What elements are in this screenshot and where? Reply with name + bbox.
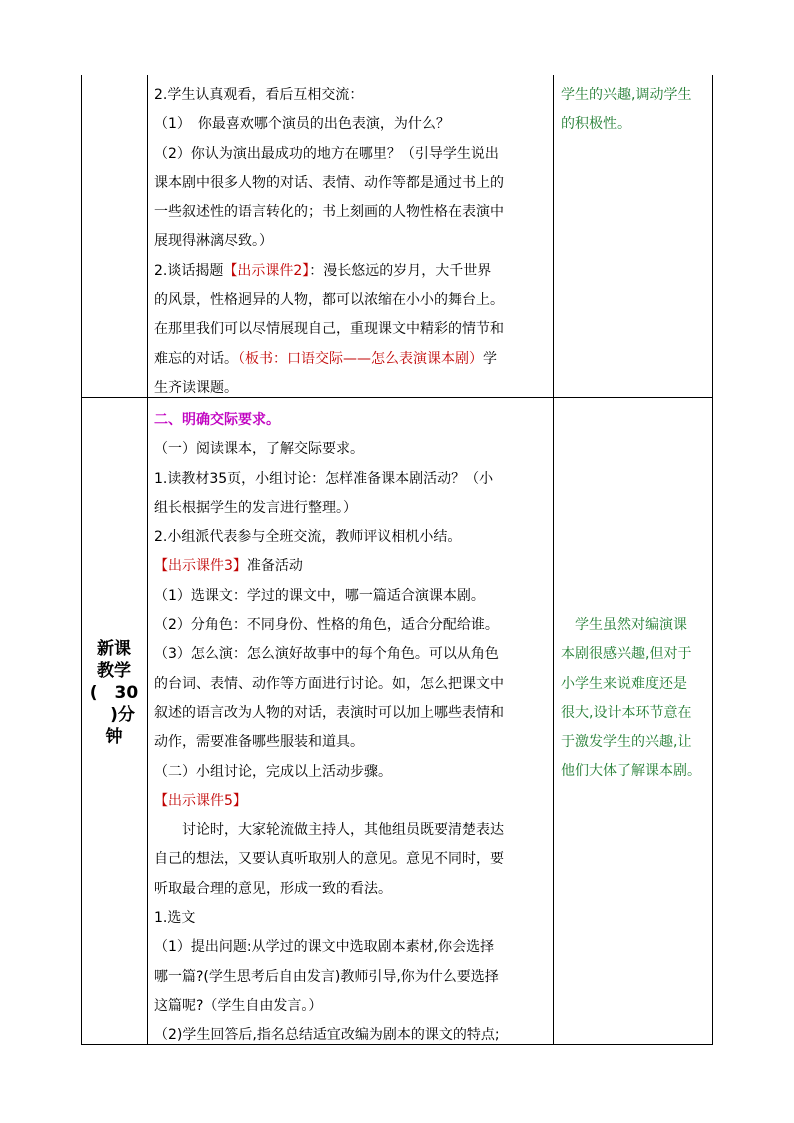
text-line — [154, 81, 553, 110]
text-segment: 他们大体了解课本剧。 — [561, 763, 701, 780]
text-segment: 课本剧中很多人物的对话、表情、动作等都是通过书上的 — [154, 174, 504, 191]
text-line — [154, 435, 553, 464]
row2-intent-cell — [555, 605, 713, 805]
text-line — [154, 875, 553, 904]
text-line — [154, 582, 553, 611]
text-segment: 叙述的语言改为人物的对话，表演时可以加上哪些表情和 — [154, 704, 504, 721]
stage-label-line: ( 30 — [89, 683, 139, 703]
table-border-left — [81, 75, 82, 1045]
text-line — [154, 933, 553, 962]
text-segment: 讨论时，大家轮流做主持人，其他组员既要清楚表达 — [154, 822, 504, 839]
text-segment: 的台词、表情、动作等方面进行讨论。如，怎么把课文中 — [154, 675, 504, 692]
text-segment: 一些叙述性的语言转化的；书上刻画的人物性格在表演中 — [154, 204, 504, 221]
row2-activity-cell — [148, 400, 553, 1044]
row2-activity-text — [154, 406, 553, 1051]
text-line — [154, 670, 553, 699]
text-line — [154, 523, 553, 552]
text-segment: （1）提出问题:从学过的课文中选取剧本素材,你会选择 — [154, 939, 495, 956]
text-segment: 本剧很感兴趣,但对于 — [561, 646, 692, 663]
highlight-text: 【出示课件5】 — [154, 792, 247, 809]
stage-label-line: 教学 — [97, 661, 131, 681]
row1-intent-text — [561, 81, 709, 140]
text-line — [154, 640, 553, 669]
text-segment: （3）怎么演：怎么演好故事中的每个角色。可以从角色 — [154, 646, 499, 663]
text-line — [154, 345, 553, 374]
text-segment: （2）分角色：不同身份、性格的角色，适合分配给谁。 — [154, 617, 499, 634]
text-segment: 学生的兴趣,调动学生 — [561, 87, 692, 103]
text-segment: 2.学生认真观看，看后互相交流： — [154, 87, 364, 103]
row2-intent-text — [561, 611, 709, 787]
lesson-plan-table — [81, 75, 713, 1045]
text-line — [154, 904, 553, 933]
text-line — [154, 257, 553, 286]
row1-intent-cell — [555, 75, 713, 397]
text-line — [561, 699, 709, 728]
text-line — [154, 315, 553, 344]
text-line — [154, 110, 553, 139]
text-line — [561, 110, 709, 139]
text-line — [154, 728, 553, 757]
text-segment: 2.谈话揭题 — [154, 262, 224, 279]
row2-stage-label — [81, 638, 147, 748]
text-line — [561, 611, 709, 640]
text-segment: 的积极性。 — [561, 116, 631, 133]
text-segment: （1） 你最喜欢哪个演员的出色表演，为什么？ — [154, 116, 450, 133]
text-line — [154, 787, 553, 816]
text-segment: 学生虽然对编演课 — [561, 617, 687, 633]
text-segment: 于激发学生的兴趣,让 — [561, 734, 692, 751]
text-segment: 2.小组派代表参与全班交流，教师评议相机小结。 — [154, 529, 462, 546]
text-line — [154, 227, 553, 256]
text-segment: ：漫长悠远的岁月，大千世界 — [309, 262, 492, 279]
text-line — [154, 1021, 553, 1050]
text-line — [561, 81, 709, 110]
text-line — [154, 699, 553, 728]
text-segment: 很大,设计本环节意在 — [561, 704, 692, 721]
text-segment: （2)学生回答后,指名总结适宜改编为剧本的课文的特点; — [154, 1027, 500, 1044]
text-line — [154, 198, 553, 227]
text-line — [154, 758, 553, 787]
text-segment: 在那里我们可以尽情展现自己，重现课文中精彩的情节和 — [154, 321, 504, 338]
text-line — [154, 169, 553, 198]
text-line — [154, 465, 553, 494]
text-segment: （一）阅读课本，了解交际要求。 — [154, 441, 364, 458]
text-line — [154, 845, 553, 874]
text-segment: （二）小组讨论，完成以上活动步骤。 — [154, 763, 392, 780]
text-segment: （2）你认为演出最成功的地方在哪里？（引导学生说出 — [154, 145, 499, 162]
text-line — [154, 963, 553, 992]
text-line — [154, 611, 553, 640]
text-line — [154, 494, 553, 523]
stage-label-line: )分 — [93, 705, 135, 725]
text-segment: 听取最合理的意见，形成一致的看法。 — [154, 880, 392, 897]
text-line — [561, 757, 709, 786]
text-segment: 动作，需要准备哪些服装和道具。 — [154, 734, 364, 751]
text-line — [154, 140, 553, 169]
text-segment: 的风景，性格迥异的人物，都可以浓缩在小小的舞台上。 — [154, 292, 504, 309]
text-line — [154, 816, 553, 845]
text-segment: 1.选文 — [154, 910, 196, 927]
stage-label-line: 新课 — [97, 639, 131, 659]
text-segment: 组长根据学生的发言进行整理。） — [154, 499, 357, 516]
highlight-text: 【出示课件2】 — [223, 262, 310, 279]
text-line — [154, 406, 553, 435]
text-line — [561, 670, 709, 699]
row1-activity-text — [154, 81, 553, 403]
text-segment: 生齐读课题。 — [154, 379, 238, 396]
text-line — [154, 992, 553, 1021]
highlight-text: （板书：口语交际——怎么表演课本剧） — [238, 350, 483, 367]
text-line — [561, 728, 709, 757]
text-line — [154, 552, 553, 581]
text-line — [154, 374, 553, 403]
column-divider-2 — [553, 75, 554, 1045]
text-segment: 小学生来说难度还是 — [561, 675, 687, 692]
text-segment: 这篇呢?（学生自由发言。） — [154, 997, 323, 1014]
highlight-text: 【出示课件3】 — [154, 558, 247, 575]
text-segment: 哪一篇?(学生思考后自由发言)教师引导,你为什么要选择 — [154, 968, 499, 985]
text-segment: 1.读教材35页，小组讨论：怎样准备课本剧活动？（小 — [154, 470, 494, 487]
text-line — [154, 286, 553, 315]
text-segment: 准备活动 — [246, 558, 303, 575]
text-segment: （1）选课文：学过的课文中，哪一篇适合演课本剧。 — [154, 587, 485, 604]
row1-activity-cell — [148, 75, 553, 397]
text-segment: 自己的想法，又要认真听取别人的意见。意见不同时，要 — [154, 851, 504, 868]
text-segment: 展现得淋漓尽致。） — [154, 233, 273, 250]
text-segment: 难忘的对话。 — [154, 350, 238, 367]
text-segment: 学 — [483, 350, 497, 367]
section-heading: 二、明确交际要求。 — [154, 412, 280, 428]
stage-label-line: 钟 — [105, 727, 123, 747]
text-line — [561, 640, 709, 669]
